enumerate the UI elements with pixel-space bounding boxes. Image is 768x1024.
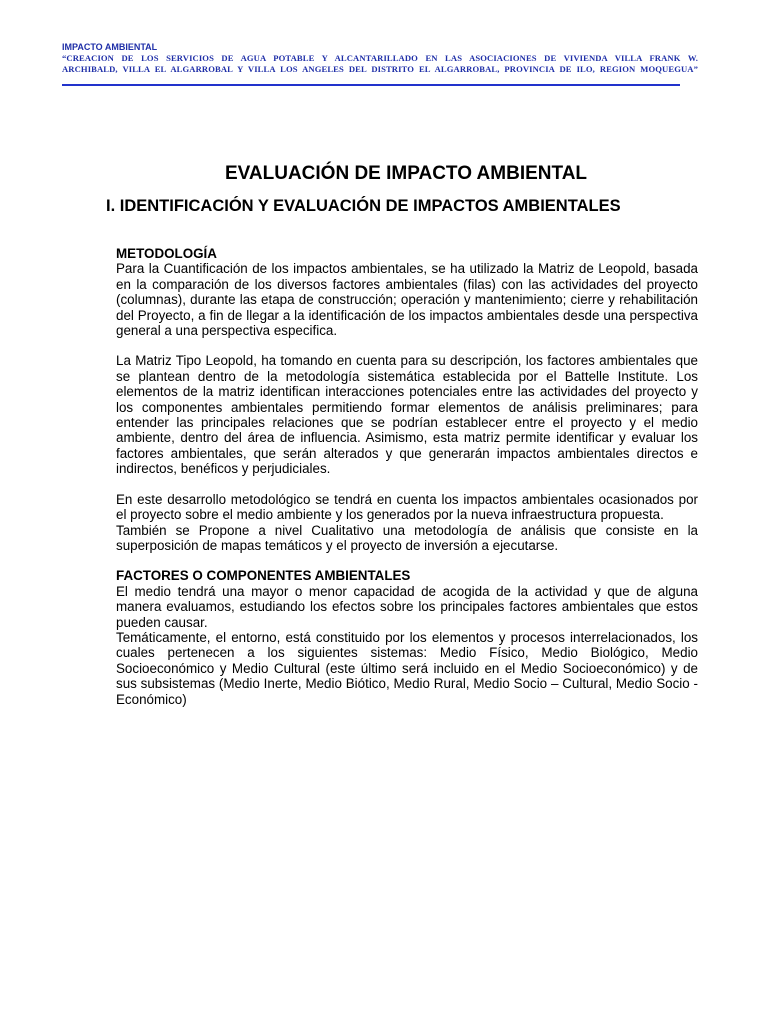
page-header: [62, 42, 698, 75]
factores-heading: FACTORES O COMPONENTES AMBIENTALES: [116, 568, 411, 584]
metodologia-paragraph-1: Para la Cuantificación de los impactos ambientales, se ha utilizado la Matriz de Leopold, basada en la comparación de los diversos factores ambientales (filas) con las actividades del proyecto (columnas), durante las etapa de construcción; operación y mantenimiento; cierre y rehabilitación del Proyecto, a fin de llegar a la identificación de los impactos ambientales desde una perspectiva general a una perspectiva especifica.: [116, 261, 698, 339]
factores-paragraph-2: Temáticamente, el entorno, está constituido por los elementos y procesos interrelacionados, los cuales pertenecen a los siguientes sistemas: Medio Físico, Medio Biológico, Medio Socioeconómico y Medio Cultural (este último será incluido en el Medio Socioeconómico) y de sus subsistemas (Medio Inerte, Medio Biótico, Medio Rural, Medio Socio – Cultural, Medio Socio - Económico): [116, 629, 698, 707]
metodologia-paragraph-2: La Matriz Tipo Leopold, ha tomando en cuenta para su descripción, los factores ambientales que se plantean dentro de la metodología sistemática establecida por el Battelle Institute. Los elementos de la matriz identifican interacciones potenciales entre las actividades del proyecto y los componentes ambientales permitiendo formar elementos de análisis preliminares; para entender las principales relaciones que se podrían establecer entre el proyecto y el medio ambiente, dentro del área de influencia. Asimismo, esta matriz permite identificar y evaluar los factores ambientales, que serán alterados y que generarán impactos ambientales directos e indirectos, benéficos y perjudiciales.: [116, 353, 698, 477]
metodologia-paragraph-4: También se Propone a nivel Cualitativo una metodología de análisis que consiste en la superposición de mapas temáticos y el proyecto de inversión a ejecutarse.: [116, 522, 698, 553]
metodologia-heading: METODOLOGÍA: [116, 246, 217, 261]
header-project-line-2: ARCHIBALD, VILLA EL ALGARROBAL Y VILLA LOS ANGELES DEL DISTRITO EL ALGARROBAL, PROVINCIA DE ILO, REGION MOQUEGUA”: [62, 64, 698, 74]
paragraph-spacer: [116, 553, 698, 568]
document-body: [116, 246, 698, 707]
metodologia-paragraph-3: En este desarrollo metodológico se tendrá en cuenta los impactos ambientales ocasionados por el proyecto sobre el medio ambiente y los generados por la nueva infraestructura propuesta.: [116, 491, 698, 523]
paragraph-spacer: [116, 338, 698, 353]
header-label: IMPACTO AMBIENTAL: [62, 42, 158, 52]
page-title: EVALUACIÓN DE IMPACTO AMBIENTAL: [224, 163, 588, 184]
section-title: I. IDENTIFICACIÓN Y EVALUACIÓN DE IMPACTOS AMBIENTALES: [106, 197, 621, 215]
header-project-title: [62, 53, 698, 75]
header-divider: [62, 84, 680, 86]
factores-paragraph-1: El medio tendrá una mayor o menor capacidad de acogida de la actividad y que de alguna manera evaluamos, estudiando los efectos sobre los principales factores ambientales que estos pueden causar.: [116, 583, 698, 630]
header-project-line-1: “CREACION DE LOS SERVICIOS DE AGUA POTABLE Y ALCANTARILLADO EN LAS ASOCIACIONES DE VIVIENDA VILLA FRANK W.: [62, 53, 698, 63]
paragraph-spacer: [116, 477, 698, 492]
